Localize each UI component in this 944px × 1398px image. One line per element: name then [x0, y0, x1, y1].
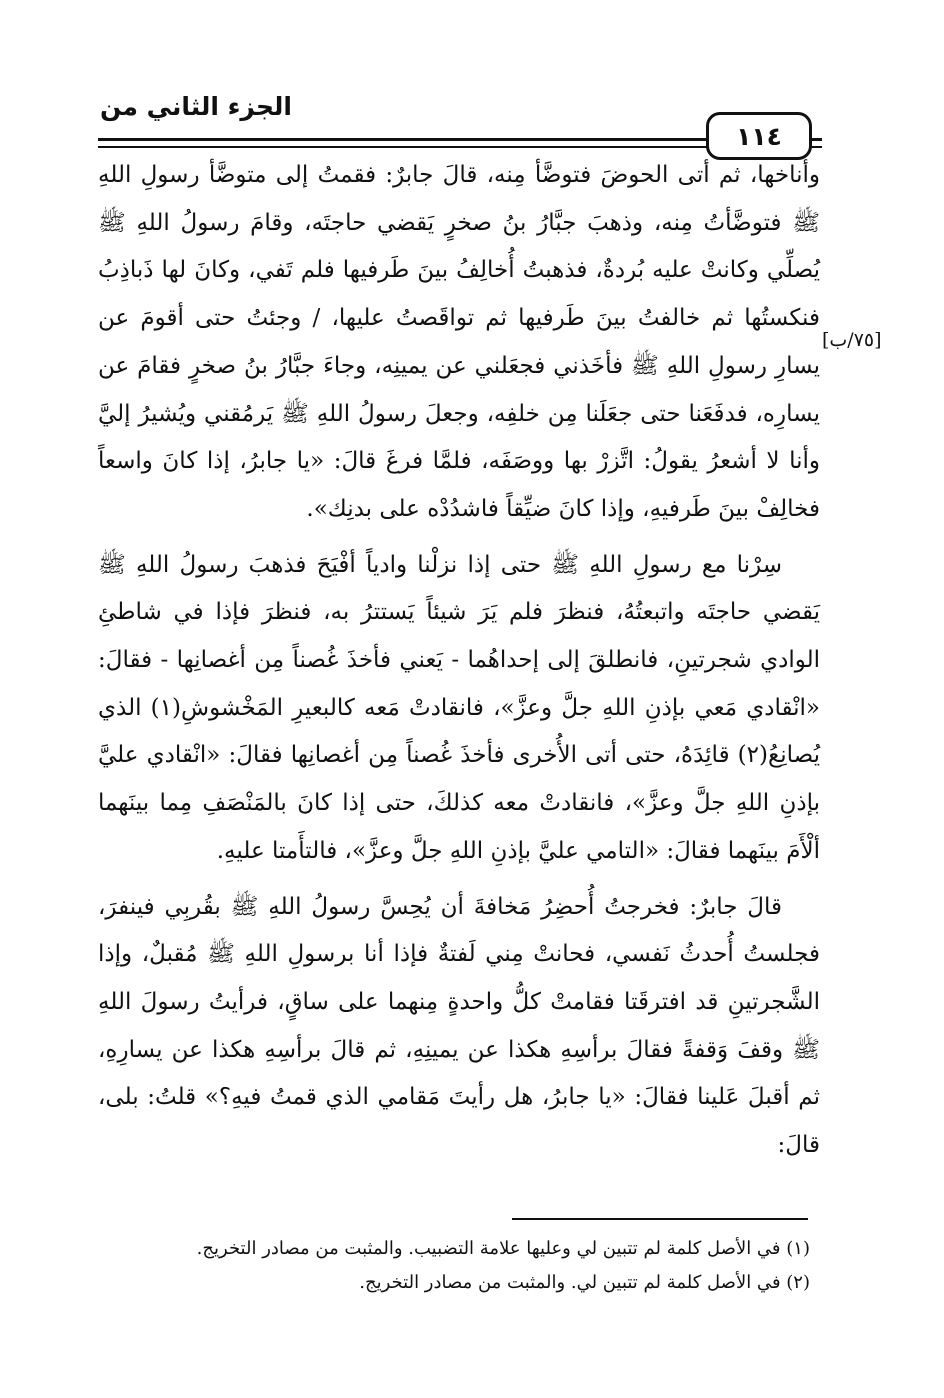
footnote-2: (٢) في الأصل كلمة لم تتبين لي. والمثبت من مصادر التخريج.	[359, 1272, 810, 1293]
paragraph-3: قالَ جابرٌ: فخرجتُ أُحضِرُ مَخافةَ أن يُحِسَّ رسولُ اللهِ ﷺ بقُربِي فينفرَ، فجلستُ أُحدثُ نَفسي، فحانتْ مِني لَفتةٌ فإذا أنا برسولِ اللهِ ﷺ مُقبلٌ، وإذا الشَّجرتينِ قد افترقَتا فقامتْ كلُّ واحدةٍ مِنهما على ساقٍ، فرأيتُ رسولَ اللهِ ﷺ وقفَ وَقفةً فقالَ برأسِهِ هكذا عن يمينِهِ، ثم قالَ برأسِهِ هكذا عن يسارِهِ، ثم أقبلَ عَلينا فقالَ: «يا جابرُ، هل رأيتَ مَقامي الذي قمتُ فيهِ؟» قلتُ: بلى، قالَ:	[98, 893, 820, 1159]
page-number: ١١٤	[706, 112, 812, 160]
main-text	[98, 152, 820, 1170]
footnotes	[120, 1232, 810, 1300]
footnote-1: (١) في الأصل كلمة لم تتبين لي وعليها علامة التضبيب. والمثبت من مصادر التخريج.	[196, 1238, 810, 1259]
folio-margin-note: [٧٥/ب]	[822, 329, 882, 351]
footnote-separator	[512, 1218, 808, 1220]
running-header-title: الجزء الثاني من	[100, 92, 292, 121]
paragraph-1: وأناخها، ثم أتى الحوضَ فتوضَّأ مِنه، قالَ جابرٌ: فقمتُ إلى متوضَّأ رسولِ اللهِ ﷺ فتوضَّأتُ مِنه، وذهبَ جبَّارُ بنُ صخرٍ يَقضي حاجتَه، وقامَ رسولُ اللهِ ﷺ يُصلِّي وكانتْ عليه بُردةٌ، فذهبتُ أُخالِفُ بينَ طَرفيها فلم تَفي، وكانَ لها ذَباذِبُ فنكستُها ثم خالفتُ بينَ طَرفيها ثم تواقَصتُ عليها، / وجئتُ حتى أقومَ عن يسارِ رسولِ اللهِ ﷺ فأخَذني فجعَلني عن يمينِه، وجاءَ جبَّارُ بنُ صخرٍ فقامَ عن يسارِه، فدفَعَنا حتى جعَلَنا مِن خلفِه، وجعلَ رسولُ اللهِ ﷺ يَرمُقني ويُشيرُ إليَّ وأنا لا أشعرُ يقولُ: اتَّزرْ بها ووصَفَه، فلمَّا فرغَ قالَ: «يا جابرُ، إذا كانَ واسعاً فخالِفْ بينَ طَرفيهِ، وإذا كانَ ضيِّقاً فاشدُدْه على بدنِك».	[98, 162, 820, 522]
paragraph-2: سِرْنا مع رسولِ اللهِ ﷺ حتى إذا نزلْنا وادياً أفْيَحَ فذهبَ رسولُ اللهِ ﷺ يَقضي حاجتَه واتبعتُهُ، فنظرَ فلم يَرَ شيئاً يَستترُ به، فنظرَ فإذا في شاطئِ الوادي شجرتينِ، فانطلقَ إلى إحداهُما - يَعني فأخذَ غُصناً مِن أغصانِها - فقالَ: «انْقادي مَعي بإذنِ اللهِ جلَّ وعزَّ»، فانقادتْ مَعه كالبعيرِ المَخْشوشِ(١) الذي يُصانِعُ(٢) قائِدَهُ، حتى أتى الأُخرى فأخذَ غُصناً مِن أغصانِها فقالَ: «انْقادي عليَّ بإذنِ اللهِ جلَّ وعزَّ»، فانقادتْ معه كذلكَ، حتى إذا كانَ بالمَنْصَفِ مِما بينَهما ألْأَمَ بينَهما فقالَ: «التامي عليَّ بإذنِ اللهِ جلَّ وعزَّ»، فالتأَمتا عليهِ.	[98, 551, 821, 864]
